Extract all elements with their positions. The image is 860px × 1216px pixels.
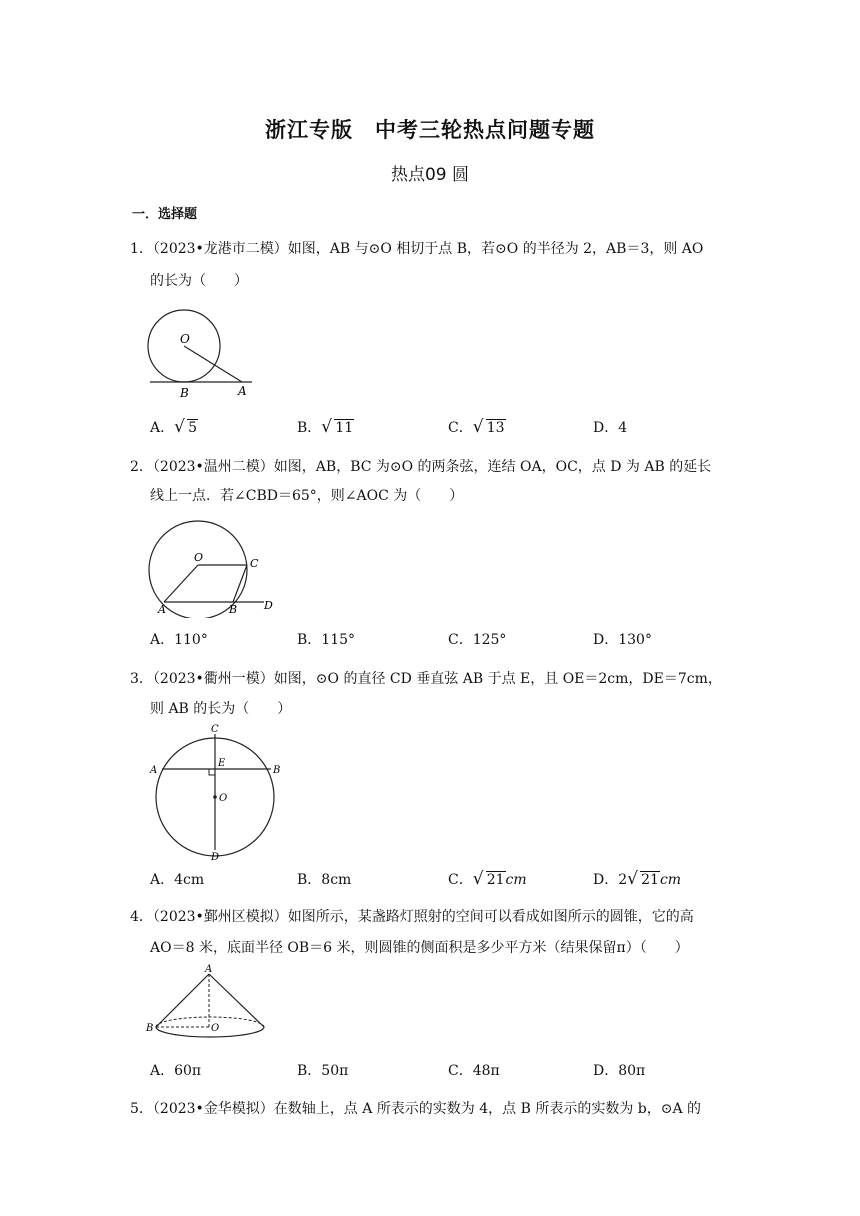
q3-label-b: B bbox=[273, 765, 281, 776]
q3-label-o: O bbox=[219, 793, 228, 804]
page-subtitle: 热点09 圆 bbox=[390, 165, 470, 185]
page-title: 浙江专版 中考三轮热点问题专题 bbox=[265, 118, 595, 142]
q2-label-o: O bbox=[194, 551, 204, 564]
q1-option-a: A． √ 5 bbox=[150, 417, 198, 437]
q2-option-a: A．110° bbox=[150, 632, 208, 648]
q2-option-c: C．125° bbox=[448, 632, 507, 648]
q1-label-a: A bbox=[238, 384, 247, 398]
q1-option-d: D．4 bbox=[593, 420, 628, 436]
q2-text-line2: 线上一点．若∠CBD＝65°，则∠AOC 为（ ） bbox=[150, 488, 464, 504]
q4-option-b: B．50π bbox=[297, 1063, 349, 1079]
section-heading: 一．选择题 bbox=[132, 207, 198, 222]
q2-text-line1: 2．（2023•温州二模）如图，AB，BC 为⊙O 的两条弦，连结 OA，OC，点 D 为 AB 的延长 bbox=[130, 459, 712, 475]
q4-option-a: A．60π bbox=[150, 1063, 202, 1079]
q5-text-line1: 5．（2023•金华模拟）在数轴上，点 A 所表示的实数为 4，点 B 所表示的实数为 b，⊙A 的 bbox=[130, 1101, 702, 1117]
q1-text-line1: 1．（2023•龙港市二模）如图，AB 与⊙O 相切于点 B，若⊙O 的半径为 2，AB＝3，则 AO bbox=[130, 241, 704, 257]
q4-option-c: C．48π bbox=[448, 1063, 500, 1079]
q4-text-line2: AO＝8 米，底面半径 OB＝6 米，则圆锥的侧面积是多少平方米（结果保留π）（ ） bbox=[150, 940, 689, 956]
q1-label-b: B bbox=[180, 386, 189, 400]
q2-option-b: B．115° bbox=[297, 632, 356, 648]
q4-text-line1: 4．（2023•鄞州区模拟）如图所示，某盏路灯照射的空间可以看成如图所示的圆锥，它的高 bbox=[130, 909, 694, 925]
q2-label-c: C bbox=[250, 557, 259, 570]
q2-option-d: D．130° bbox=[593, 632, 652, 648]
q3-label-c: C bbox=[211, 724, 219, 735]
q4-label-o: O bbox=[211, 1023, 220, 1034]
q3-figure bbox=[140, 724, 290, 864]
q2-label-b: B bbox=[229, 603, 238, 616]
q3-text-line1: 3．（2023•衢州一模）如图，⊙O 的直径 CD 垂直弦 AB 于点 E，且 OE＝2cm，DE＝7cm， bbox=[130, 671, 722, 687]
q1-figure bbox=[140, 305, 260, 400]
q1-label-o: O bbox=[180, 332, 190, 346]
q1-option-b: B． √ 11 bbox=[297, 417, 354, 437]
q4-label-b: B bbox=[146, 1023, 154, 1034]
q2-figure bbox=[140, 518, 280, 618]
q3-option-b: B．8cm bbox=[297, 872, 352, 888]
q3-text-line2: 则 AB 的长为（ ） bbox=[150, 701, 292, 717]
q4-figure bbox=[140, 962, 280, 1044]
q3-option-d: D．2 √ 21cm bbox=[593, 869, 682, 889]
q2-label-d: D bbox=[264, 599, 273, 612]
q3-option-c: C． √ 21cm bbox=[448, 869, 527, 889]
q4-option-d: D．80π bbox=[593, 1063, 646, 1079]
q3-label-e: E bbox=[218, 758, 226, 769]
q1-text-line2: 的长为（ ） bbox=[150, 273, 248, 289]
q1-option-c: C． √ 13 bbox=[448, 417, 505, 437]
q4-label-a: A bbox=[205, 964, 213, 975]
q2-label-a: A bbox=[158, 603, 166, 616]
q3-label-d: D bbox=[211, 852, 220, 863]
q3-option-a: A．4cm bbox=[150, 872, 205, 888]
q3-label-a: A bbox=[150, 765, 158, 776]
